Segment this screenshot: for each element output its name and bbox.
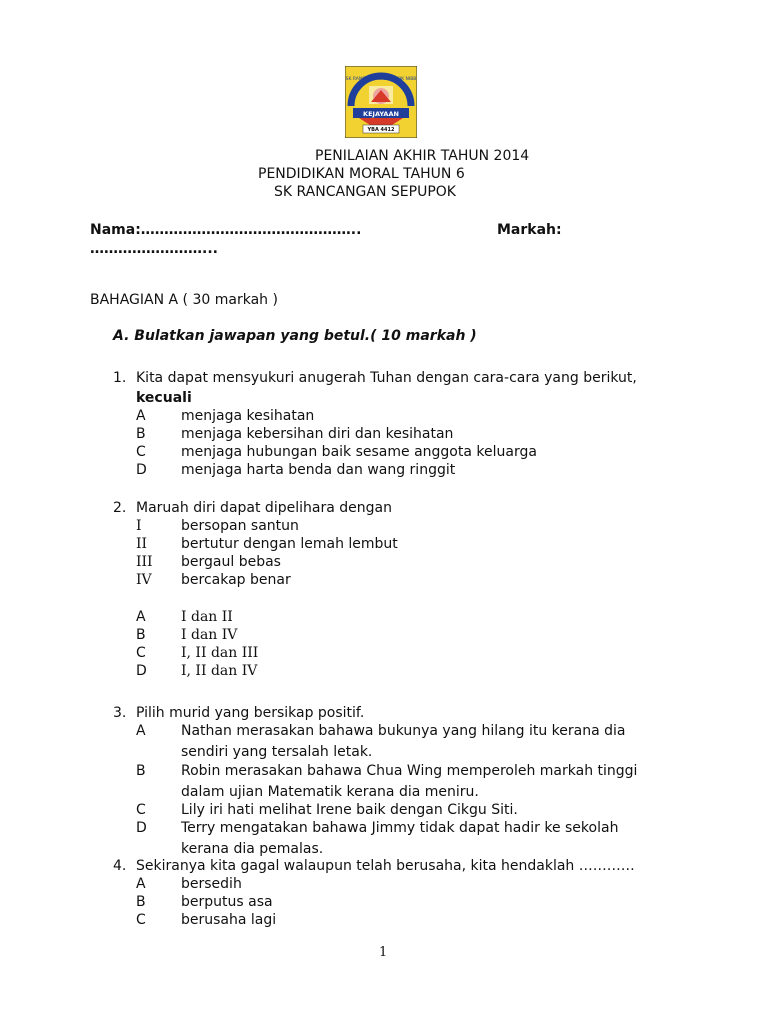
exam-title: PENILAIAN AKHIR TAHUN 2014 [315,148,530,164]
question-text-keyword: kecuali [136,390,192,406]
question-number: 4. [113,858,127,874]
question-number: 3. [113,705,127,721]
question-number: 1. [113,370,127,386]
name-field-label: Nama:……………………………………….. [90,222,362,238]
exam-page: SK RANCANGAN SEPUPOK NIBB KEJAYAAN YBA 4412 PENILAIAN AKHIR TAHUN 2014 PENDIDIKAN MORAL TAHUN 6 SK RANCANGAN SEPUPOK Nama:……………………………………….. Markah: ……………………... BAHAGIAN A ( 30 markah ) A. Bulatkan jawapan yang betul.( 10 markah ) 1. Kita dapat mensyukuri anugerah Tuhan dengan cara-cara yang berikut, kecuali A menjaga kesihatan B menjaga kebersihan diri dan kesihatan C menjaga hubungan baik sesame anggota keluarga D menjaga harta benda dan wang ringgit 2. Maruah diri dapat dipelihara dengan I bersopan santun II bertutur dengan lemah lembut III bergaul bebas IV bercakap benar A I dan II B I dan IV C I, II dan III D I, II dan IV 3. Pilih murid yang bersikap positif. A Nathan merasakan bahawa bukunya yang hilang itu kerana dia sendiri yang tersalah letak. B Robin merasakan bahawa Chua Wing memperoleh markah tinggi dalam ujian Matematik kerana dia meniru. C Lily iri hati melihat Irene baik dengan Cikgu Siti. D Terry mengatakan bahawa Jimmy tidak dapat hadir ke sekolah kerana dia pemalas. 4. Sekiranya kita gagal walaupun telah berusaha, kita hendaklah ………… A bersedih B berputus asa C berusaha lagi 1 [0,0,768,1024]
question-text: Maruah diri dapat dipelihara dengan [136,500,392,516]
svg-text:KEJAYAAN: KEJAYAAN [363,110,399,118]
marks-field-label: Markah: [497,222,562,238]
question-text: Pilih murid yang bersikap positif. [136,705,365,721]
section-prefix: BAHAGIAN A ( [90,292,193,308]
marks-field-blank: ……………………... [90,241,218,257]
subject-title: PENDIDIKAN MORAL TAHUN 6 [258,166,465,182]
question-text: Sekiranya kita gagal walaupun telah berusaha, kita hendaklah ………… [136,858,635,874]
school-logo [345,66,417,138]
section-marks: 30 markah [192,292,269,308]
question-number: 2. [113,500,127,516]
svg-text:SK RANCANGAN SEPUPOK NIBB: SK RANCANGAN SEPUPOK NIBB [345,77,417,82]
section-instruction: A. Bulatkan jawapan yang betul.( 10 markah ) [113,328,477,344]
question-text: Kita dapat mensyukuri anugerah Tuhan dengan cara-cara yang berikut, [136,370,637,386]
section-heading [90,291,278,309]
svg-text:YBA 4412: YBA 4412 [367,127,395,133]
page-number: 1 [379,945,388,960]
school-name: SK RANCANGAN SEPUPOK [274,184,456,200]
section-suffix: ) [268,292,278,308]
